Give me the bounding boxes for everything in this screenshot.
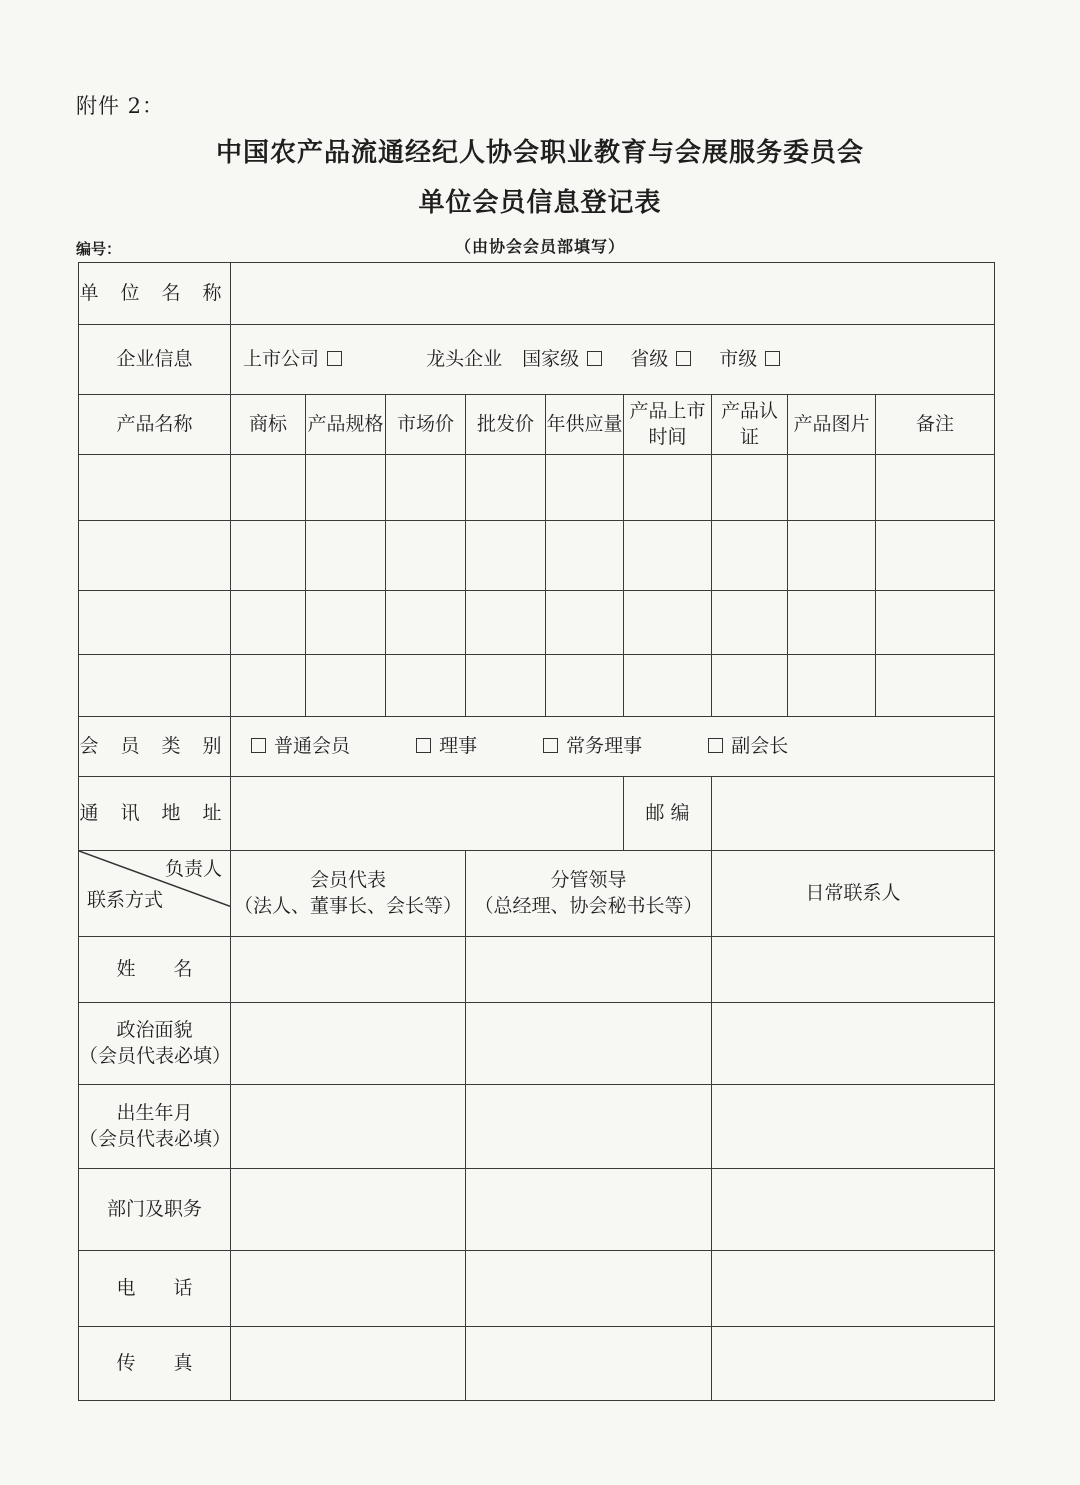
leader-header xyxy=(466,851,712,937)
product-cell[interactable] xyxy=(712,521,788,591)
product-cell[interactable] xyxy=(624,455,712,521)
name-label: 姓 名 xyxy=(79,937,231,1003)
leading-enterprise-label: 龙头企业 xyxy=(426,347,503,370)
leader-phone-field[interactable] xyxy=(466,1251,712,1327)
daily-political-field[interactable] xyxy=(712,1003,995,1085)
product-cell[interactable] xyxy=(79,591,231,655)
daily-contact-header: 日常联系人 xyxy=(712,851,995,937)
col-certification: 产品认证 xyxy=(712,395,788,455)
product-cell[interactable] xyxy=(788,591,876,655)
form-title-line1: 中国农产品流通经纪人协会职业教育与会展服务委员会 xyxy=(215,138,864,168)
product-cell[interactable] xyxy=(306,655,386,717)
provincial-level-label: 省级 xyxy=(630,347,669,370)
product-row xyxy=(79,455,995,521)
phone-label: 电 话 xyxy=(79,1251,231,1327)
director-checkbox[interactable] xyxy=(416,738,431,753)
col-launch-time: 产品上市时间 xyxy=(624,395,712,455)
dept-label: 部门及职务 xyxy=(79,1169,231,1251)
enterprise-options xyxy=(231,325,995,395)
product-row xyxy=(79,521,995,591)
contact-diagonal-header xyxy=(79,851,231,937)
product-cell[interactable] xyxy=(466,655,546,717)
listed-company-label: 上市公司 xyxy=(243,347,320,370)
product-cell[interactable] xyxy=(466,591,546,655)
leader-fax-field[interactable] xyxy=(466,1327,712,1401)
provincial-level-checkbox[interactable] xyxy=(676,351,691,366)
unit-name-label: 单 位 名 称 xyxy=(79,263,231,325)
col-trademark: 商标 xyxy=(231,395,306,455)
vice-president-checkbox[interactable] xyxy=(708,738,723,753)
product-cell[interactable] xyxy=(306,455,386,521)
member-rep-sub: （法人、董事长、会长等） xyxy=(233,894,462,917)
product-cell[interactable] xyxy=(546,521,624,591)
leader-dept-field[interactable] xyxy=(466,1169,712,1251)
diag-contact-label: 联系方式 xyxy=(87,889,164,912)
product-cell[interactable] xyxy=(466,455,546,521)
leader-birth-field[interactable] xyxy=(466,1085,712,1169)
unit-name-field[interactable] xyxy=(231,263,995,325)
product-cell[interactable] xyxy=(624,591,712,655)
postcode-label: 邮 编 xyxy=(624,777,712,851)
product-cell[interactable] xyxy=(546,591,624,655)
product-cell[interactable] xyxy=(712,591,788,655)
postcode-field[interactable] xyxy=(712,777,995,851)
product-cell[interactable] xyxy=(788,655,876,717)
product-cell[interactable] xyxy=(712,655,788,717)
product-name-label: 产品名称 xyxy=(79,395,231,455)
leader-political-field[interactable] xyxy=(466,1003,712,1085)
product-cell[interactable] xyxy=(386,591,466,655)
product-cell[interactable] xyxy=(876,521,995,591)
fill-note: （由协会会员部填写） xyxy=(454,237,625,256)
political-title: 政治面貌 xyxy=(116,1018,193,1041)
enterprise-info-label: 企业信息 xyxy=(79,325,231,395)
product-cell[interactable] xyxy=(788,455,876,521)
col-annual-supply: 年供应量 xyxy=(546,395,624,455)
daily-birth-field[interactable] xyxy=(712,1085,995,1169)
rep-name-field[interactable] xyxy=(231,937,466,1003)
daily-fax-field[interactable] xyxy=(712,1327,995,1401)
col-wholesale-price: 批发价 xyxy=(466,395,546,455)
executive-director-label: 常务理事 xyxy=(566,734,643,757)
product-cell[interactable] xyxy=(386,655,466,717)
birth-title: 出生年月 xyxy=(116,1101,193,1124)
product-cell[interactable] xyxy=(231,655,306,717)
member-type-label: 会 员 类 别 xyxy=(79,717,231,777)
product-cell[interactable] xyxy=(876,455,995,521)
executive-director-checkbox[interactable] xyxy=(543,738,558,753)
col-spec: 产品规格 xyxy=(306,395,386,455)
product-cell[interactable] xyxy=(386,521,466,591)
regular-member-checkbox[interactable] xyxy=(251,738,266,753)
col-remarks: 备注 xyxy=(876,395,995,455)
address-field[interactable] xyxy=(231,777,624,851)
product-cell[interactable] xyxy=(306,591,386,655)
product-cell[interactable] xyxy=(231,455,306,521)
product-cell[interactable] xyxy=(624,655,712,717)
member-type-options xyxy=(231,717,995,777)
product-cell[interactable] xyxy=(79,655,231,717)
diag-person-label: 负责人 xyxy=(164,858,222,880)
birth-label xyxy=(79,1085,231,1169)
number-label: 编号： xyxy=(76,240,122,258)
rep-dept-field[interactable] xyxy=(231,1169,466,1251)
col-market-price: 市场价 xyxy=(386,395,466,455)
daily-phone-field[interactable] xyxy=(712,1251,995,1327)
product-row xyxy=(79,591,995,655)
daily-dept-field[interactable] xyxy=(712,1169,995,1251)
municipal-level-label: 市级 xyxy=(719,347,758,370)
product-row xyxy=(79,655,995,717)
leader-name-field[interactable] xyxy=(466,937,712,1003)
product-cell[interactable] xyxy=(546,655,624,717)
rep-birth-field[interactable] xyxy=(231,1085,466,1169)
product-cell[interactable] xyxy=(386,455,466,521)
product-cell[interactable] xyxy=(712,455,788,521)
political-label xyxy=(79,1003,231,1085)
political-sub: （会员代表必填） xyxy=(79,1044,232,1067)
product-cell[interactable] xyxy=(546,455,624,521)
product-cell[interactable] xyxy=(876,655,995,717)
daily-name-field[interactable] xyxy=(712,937,995,1003)
product-cell[interactable] xyxy=(624,521,712,591)
product-cell[interactable] xyxy=(79,521,231,591)
col-product-image: 产品图片 xyxy=(788,395,876,455)
listed-company-checkbox[interactable] xyxy=(327,351,342,366)
product-cell[interactable] xyxy=(231,521,306,591)
rep-phone-field[interactable] xyxy=(231,1251,466,1327)
director-label: 理事 xyxy=(439,734,478,757)
product-cell[interactable] xyxy=(466,521,546,591)
rep-fax-field[interactable] xyxy=(231,1327,466,1401)
address-label: 通 讯 地 址 xyxy=(79,777,231,851)
national-level-label: 国家级 xyxy=(522,347,580,370)
regular-member-label: 普通会员 xyxy=(274,734,351,757)
registration-table xyxy=(78,262,995,1401)
attachment-label: 附件 2： xyxy=(76,94,165,118)
national-level-checkbox[interactable] xyxy=(587,351,602,366)
product-cell[interactable] xyxy=(79,455,231,521)
birth-sub: （会员代表必填） xyxy=(79,1127,232,1150)
form-title-line2: 单位会员信息登记表 xyxy=(418,188,662,218)
product-cell[interactable] xyxy=(306,521,386,591)
rep-political-field[interactable] xyxy=(231,1003,466,1085)
product-cell[interactable] xyxy=(876,591,995,655)
product-cell[interactable] xyxy=(231,591,306,655)
municipal-level-checkbox[interactable] xyxy=(765,351,780,366)
leader-sub: （总经理、协会秘书长等） xyxy=(474,894,703,917)
vice-president-label: 副会长 xyxy=(731,734,789,757)
member-rep-header xyxy=(231,851,466,937)
product-cell[interactable] xyxy=(788,521,876,591)
fax-label: 传 真 xyxy=(79,1327,231,1401)
member-rep-title: 会员代表 xyxy=(309,868,386,891)
leader-title: 分管领导 xyxy=(550,868,627,891)
